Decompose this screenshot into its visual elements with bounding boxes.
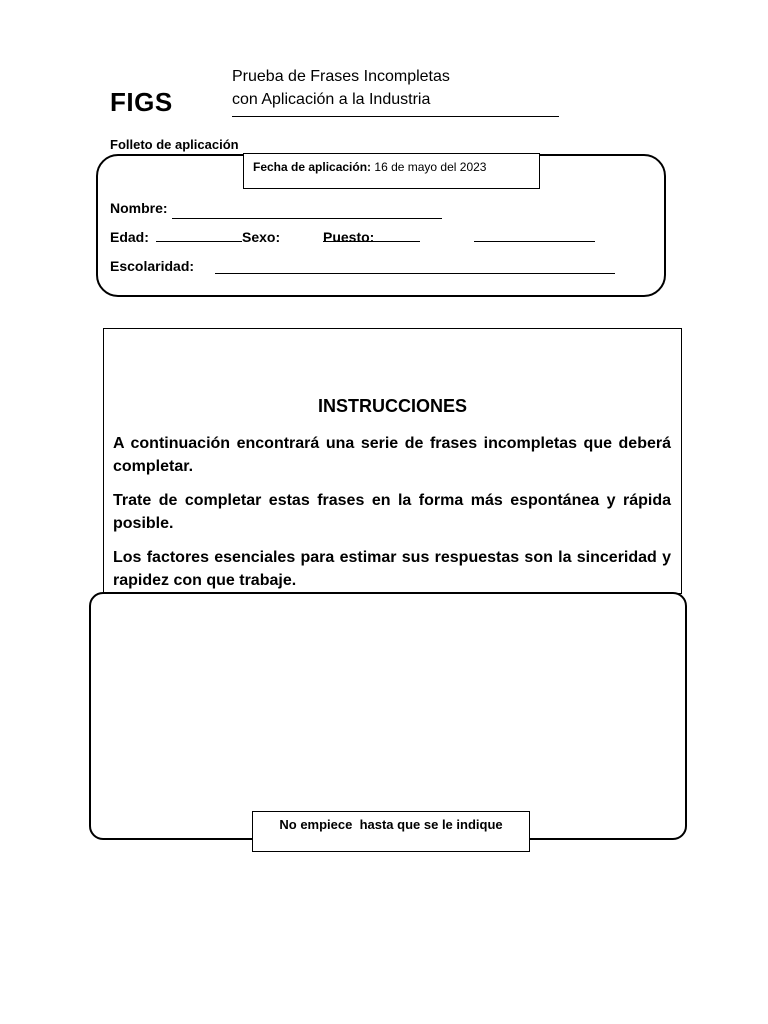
extra-field[interactable] [474, 241, 595, 242]
puesto-label: Puesto: [323, 229, 375, 245]
sexo-label: Sexo: [242, 229, 281, 245]
title-line-2: con Aplicación a la Industria [232, 91, 431, 108]
date-label: Fecha de aplicación: [253, 160, 372, 174]
blank-frame [89, 592, 687, 840]
nombre-label: Nombre: [110, 200, 168, 216]
instruction-paragraph-1: A continuación encontrará una serie de frases incompletas que deberá completar. [113, 435, 671, 475]
logo-text: FIGS [110, 87, 173, 117]
puesto-field[interactable] [323, 241, 420, 242]
edad-label: Edad: [110, 229, 149, 245]
escolaridad-field[interactable] [215, 273, 615, 274]
notice-box: No empiece hasta que se le indique [252, 811, 530, 852]
edad-field[interactable] [156, 241, 242, 242]
instructions-title: INSTRUCCIONES [317, 396, 467, 416]
instruction-paragraph-3: Los factores esenciales para estimar sus respuestas son la sinceridad y rapidez con que trabaje. [113, 549, 671, 589]
folleto-label: Folleto de aplicación [110, 137, 239, 152]
title-underline [232, 116, 559, 117]
date-box [243, 153, 540, 189]
nombre-field[interactable] [172, 218, 442, 219]
title-line-1: Prueba de Frases Incompletas [232, 68, 450, 85]
date-value: 16 de mayo del 2023 [374, 160, 487, 174]
instruction-paragraph-2: Trate de completar estas frases en la forma más espontánea y rápida posible. [113, 492, 671, 532]
escolaridad-label: Escolaridad: [110, 258, 195, 274]
